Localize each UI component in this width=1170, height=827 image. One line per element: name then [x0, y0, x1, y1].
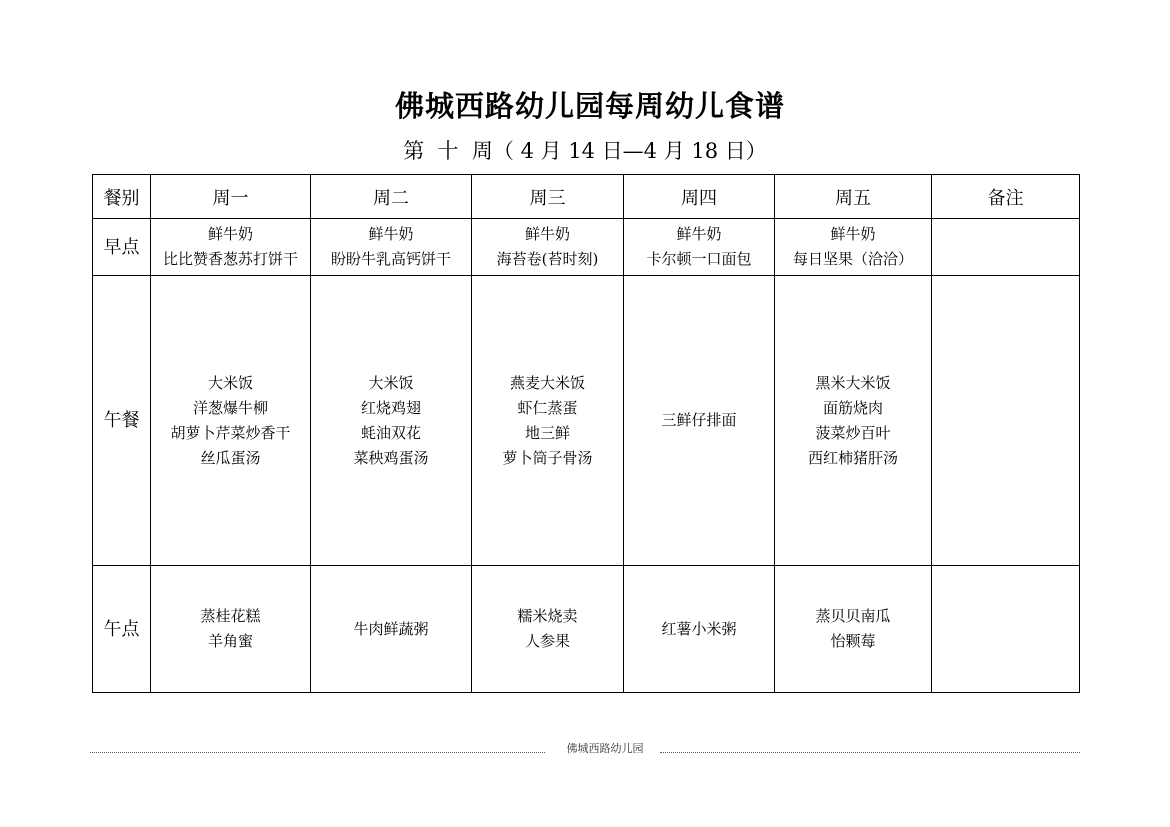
remarks-cell [932, 276, 1080, 566]
header-tuesday: 周二 [311, 175, 472, 219]
menu-cell [624, 566, 775, 693]
dish-item: 鲜牛奶 [830, 225, 876, 243]
dish-item: 盼盼牛乳高钙饼干 [330, 250, 451, 268]
dish-item: 大米饭 [368, 373, 414, 392]
dish-item: 卡尔顿一口面包 [646, 250, 752, 268]
dish-item: 蒸桂花糕 [200, 607, 261, 625]
dish-item: 洋葱爆牛柳 [192, 398, 268, 417]
header-meal-type: 餐别 [93, 175, 151, 219]
menu-cell [311, 276, 472, 566]
header-remarks: 备注 [932, 175, 1080, 219]
weekly-menu-table [92, 174, 1080, 693]
menu-cell [472, 276, 624, 566]
menu-cell [775, 566, 932, 693]
dish-item: 西红柿猪肝汤 [807, 448, 898, 467]
row-label-afternoon-snack: 午点 [93, 566, 151, 693]
week-subtitle: 第 十 周（ 4 月 14 日—4 月 18 日） [403, 139, 767, 163]
menu-cell [151, 276, 311, 566]
dish-item: 人参果 [524, 632, 570, 650]
dish-item: 面筋烧肉 [822, 398, 883, 417]
menu-cell [311, 219, 472, 276]
dish-item: 萝卜筒子骨汤 [502, 448, 593, 467]
footer-text: 佛城西路幼儿园 [566, 742, 644, 755]
header-thursday: 周四 [624, 175, 775, 219]
dish-item: 比比赞香葱苏打饼干 [162, 250, 298, 268]
header-wednesday: 周三 [472, 175, 624, 219]
menu-cell [311, 566, 472, 693]
menu-cell [775, 276, 932, 566]
menu-cell [151, 219, 311, 276]
dish-item: 黑米大米饭 [815, 373, 891, 392]
menu-cell [624, 219, 775, 276]
dish-item: 鲜牛奶 [524, 225, 570, 243]
table-row-lunch [93, 276, 1080, 566]
row-label-morning-snack: 早点 [93, 219, 151, 276]
footer-dotted-line-right [660, 752, 1080, 753]
dish-item: 怡颗莓 [830, 632, 876, 650]
dish-item: 鲜牛奶 [676, 225, 722, 243]
menu-cell [472, 219, 624, 276]
footer-dotted-line-left [90, 752, 545, 753]
dish-item: 鲜牛奶 [207, 225, 253, 243]
dish-item: 蒸贝贝南瓜 [815, 607, 891, 625]
dish-item: 胡萝卜芹菜炒香干 [170, 423, 291, 442]
dish-item: 菠菜炒百叶 [815, 423, 891, 442]
dish-item: 丝瓜蛋汤 [200, 448, 261, 467]
dish-item: 海苔卷(苔时刻) [496, 250, 599, 268]
header-friday: 周五 [775, 175, 932, 219]
dish-item: 蚝油双花 [360, 423, 421, 442]
table-row-afternoon-snack [93, 566, 1080, 693]
header-row [93, 175, 1080, 219]
dish-item: 红薯小米粥 [661, 619, 737, 638]
table-row-morning-snack [93, 219, 1080, 276]
dish-item: 鲜牛奶 [368, 225, 414, 243]
dish-item: 牛肉鲜蔬粥 [353, 619, 429, 638]
dish-item: 糯米烧卖 [517, 607, 578, 625]
dish-item: 每日坚果（洽洽） [792, 250, 913, 268]
dish-item: 虾仁蒸蛋 [517, 398, 578, 417]
remarks-cell [932, 219, 1080, 276]
menu-cell [624, 276, 775, 566]
page-title: 佛城西路幼儿园每周幼儿食谱 [394, 89, 785, 123]
page-footer [90, 738, 1080, 758]
dish-item: 大米饭 [207, 373, 253, 392]
remarks-cell [932, 566, 1080, 693]
dish-item: 燕麦大米饭 [509, 373, 585, 392]
dish-item: 三鲜仔排面 [661, 411, 737, 429]
dish-item: 红烧鸡翅 [360, 398, 421, 417]
dish-item: 菜秧鸡蛋汤 [353, 448, 429, 467]
menu-cell [775, 219, 932, 276]
dish-item: 羊角蜜 [207, 632, 253, 650]
header-monday: 周一 [151, 175, 311, 219]
menu-cell [472, 566, 624, 693]
menu-cell [151, 566, 311, 693]
row-label-lunch: 午餐 [93, 276, 151, 566]
dish-item: 地三鲜 [524, 423, 570, 442]
